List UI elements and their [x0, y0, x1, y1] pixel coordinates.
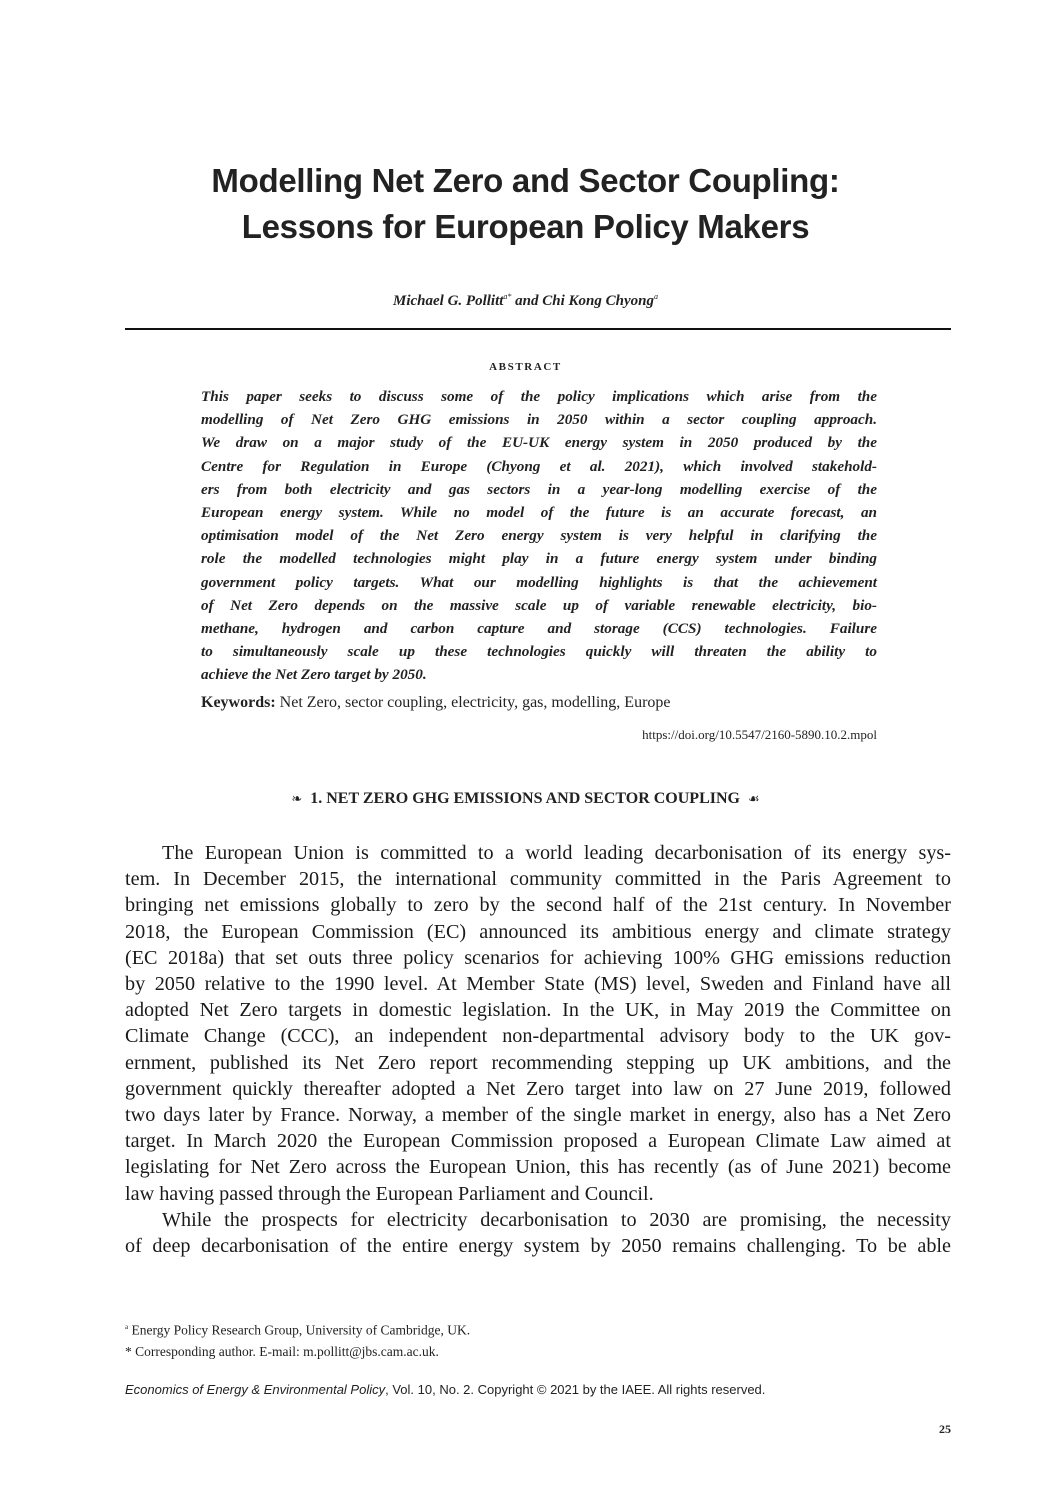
- abstract-line: We draw on a major study of the EU-UK energy system in 2050 produced by the: [201, 434, 877, 452]
- body-line: government quickly thereafter adopted a Net Zero target into law on 27 June 2019, followed: [125, 1077, 951, 1100]
- abstract-line: role the modelled technologies might play in a future energy system under binding: [201, 550, 877, 568]
- title-line-1: Modelling Net Zero and Sector Coupling:: [211, 162, 840, 199]
- abstract-line: achieve the Net Zero target by 2050.: [201, 666, 427, 684]
- footnote-affiliation: $^a$ Energy Policy Research Group, University of Cambridge, UK.: [125, 1322, 471, 1338]
- paper-title: [0, 158, 1051, 250]
- header-rule: [125, 328, 951, 330]
- footnotes: [125, 1317, 951, 1362]
- abstract-line: This paper seeks to discuss some of the policy implications which arise from the: [201, 388, 877, 405]
- author-name: Michael G. Pollitt: [393, 293, 504, 309]
- body-line: (EC 2018a) that set outs three policy scenarios for achieving 100% GHG emissions reduction: [125, 946, 951, 969]
- body-line: of deep decarbonisation of the entire energy system by 2050 remains challenging. To be able: [125, 1235, 951, 1258]
- affiliation-mark: a*: [503, 292, 512, 301]
- author-list: [0, 292, 1051, 310]
- body-line: bringing net emissions globally to zero by the second half of the 21st century. In November: [125, 894, 951, 917]
- body-line: tem. In December 2015, the international community committed in the Paris Agreement to: [125, 868, 951, 891]
- abstract-text: [201, 385, 877, 687]
- body-line: target. In March 2020 the European Commission proposed a European Climate Law aimed at: [125, 1130, 951, 1153]
- section-heading: [0, 790, 1051, 808]
- body-line: legislating for Net Zero across the European Union, this has recently (as of June 2021) become: [125, 1156, 951, 1179]
- page-number: 25: [939, 1422, 951, 1436]
- journal-details: , Vol. 10, No. 2. Copyright © 2021 by the IAEE. All rights reserved.: [385, 1382, 766, 1397]
- title-line-2: Lessons for European Policy Makers: [241, 208, 810, 245]
- abstract-line: optimisation model of the Net Zero energy system is very helpful in clarifying the: [201, 527, 877, 545]
- footnote-mark: a: [125, 1323, 129, 1331]
- abstract-line: to simultaneously scale up these technologies quickly will threaten the ability to: [201, 643, 877, 661]
- keywords-label: Keywords:: [201, 694, 276, 711]
- affiliation-mark: a: [653, 292, 658, 301]
- body-text: [125, 840, 951, 1259]
- body-line: The European Union is committed to a world leading decarbonisation of its energy sys-: [162, 842, 951, 864]
- body-line: law having passed through the European Parliament and Council.: [125, 1182, 654, 1205]
- abstract-line: Centre for Regulation in Europe (Chyong et al. 2021), which involved stakehold-: [201, 457, 877, 475]
- abstract-line: government policy targets. What our modelling highlights is that the achievement: [201, 573, 877, 591]
- body-line: 2018, the European Commission (EC) announced its ambitious energy and climate strategy: [125, 920, 951, 943]
- footnote-corresponding: * Corresponding author. E-mail: m.pollitt@jbs.cam.ac.uk.: [125, 1343, 439, 1359]
- journal-name: Economics of Energy & Environmental Policy: [125, 1382, 386, 1397]
- abstract-line: modelling of Net Zero GHG emissions in 2050 within a sector coupling approach.: [201, 411, 877, 429]
- body-line: by 2050 relative to the 1990 level. At Member State (MS) level, Sweden and Finland have all: [125, 973, 951, 996]
- ornament-left-icon: ❧: [291, 791, 303, 806]
- abstract-line: ers from both electricity and gas sectors in a year-long modelling exercise of the: [201, 480, 877, 498]
- section-title: 1. NET ZERO GHG EMISSIONS AND SECTOR COUPLING: [310, 790, 740, 807]
- abstract-line: of Net Zero depends on the massive scale up of variable renewable electricity, bio-: [201, 596, 877, 614]
- body-line: adopted Net Zero targets in domestic legislation. In the UK, in May 2019 the Committee on: [125, 999, 951, 1022]
- abstract-line: European energy system. While no model of the future is an accurate forecast, an: [201, 504, 877, 522]
- body-line: ernment, published its Net Zero report recommending stepping up UK ambitions, and the: [125, 1051, 951, 1074]
- abstract-label: ABSTRACT: [489, 361, 562, 373]
- ornament-right-icon: ☙: [747, 791, 760, 806]
- author-connector: and: [511, 293, 543, 309]
- keywords-text: Net Zero, sector coupling, electricity, gas, modelling, Europe: [275, 694, 671, 711]
- keywords: [201, 694, 877, 712]
- author-name: Chi Kong Chyong: [542, 293, 654, 309]
- doi-link[interactable]: https://doi.org/10.5547/2160-5890.10.2.mpol: [642, 727, 877, 742]
- abstract-line: methane, hydrogen and carbon capture and storage (CCS) technologies. Failure: [201, 620, 877, 638]
- body-line: While the prospects for electricity decarbonisation to 2030 are promising, the necessity: [162, 1208, 951, 1231]
- body-line: two days later by France. Norway, a member of the single market in energy, also has a Net Zero: [125, 1104, 951, 1127]
- journal-citation: [125, 1382, 765, 1397]
- body-line: Climate Change (CCC), an independent non-departmental advisory body to the UK gov-: [125, 1025, 951, 1048]
